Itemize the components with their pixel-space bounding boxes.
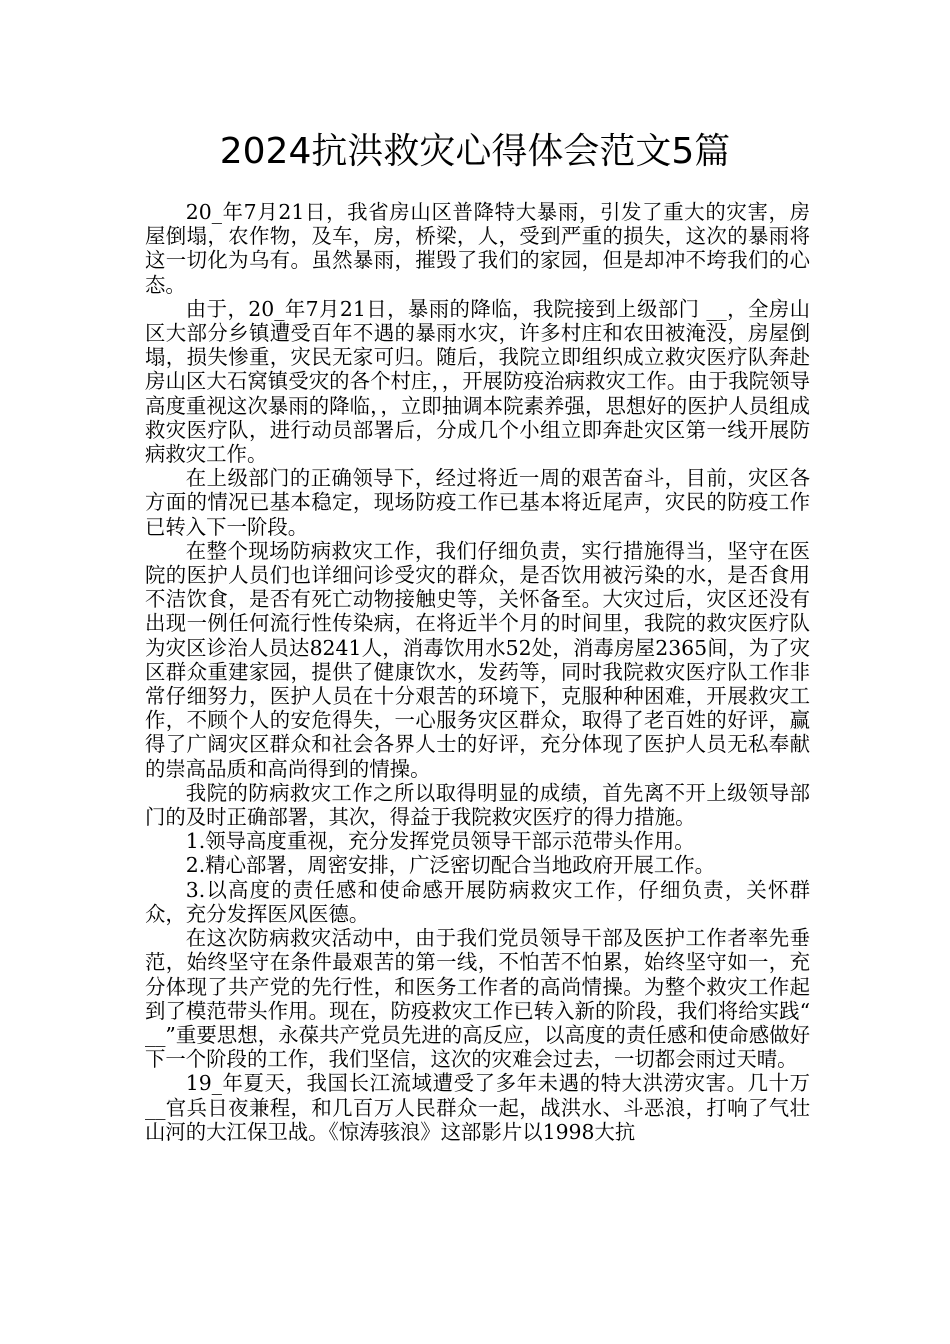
paragraph: 在上级部门的正确领导下，经过将近一周的艰苦奋斗，目前，灾区各方面的情况已基本稳定，现场防疫工作已基本将近尾声，灾民的防疫工作已转入下一阶段。 (145, 466, 810, 539)
paragraph: 19_年夏天，我国长江流域遭受了多年未遇的特大洪涝灾害。几十万 __官兵日夜兼程，和几百万人民群众一起，战洪水、斗恶浪，打响了气壮山河的大江保卫战。《惊涛骇浪》这部影片以1998大抗 (145, 1071, 810, 1144)
paragraph: 在整个现场防病救灾工作，我们仔细负责，实行措施得当，坚守在医院的医护人员们也详细问诊受灾的群众，是否饮用被污染的水，是否食用不洁饮食，是否有死亡动物接触史等，关怀备至。大灾过后，灾区还没有出现一例任何流行性传染病，在将近半个月的时间里，我院的救灾医疗队为灾区诊治人员达8241人，消毒饮用水52处，消毒房屋2365间，为了灾区群众重建家园，提供了健康饮水，发药等，同时我院救灾医疗队工作非常仔细努力，医护人员在十分艰苦的环境下，克服种种困难，开展救灾工作，不顾个人的安危得失，一心服务灾区群众，取得了老百姓的好评，赢得了广阔灾区群众和社会各界人士的好评，充分体现了医护人员无私奉献的崇高品质和高尚得到的情操。 (145, 538, 810, 781)
document-title: 2024抗洪救灾心得体会范文5篇 (219, 131, 731, 172)
document-body (145, 200, 810, 1144)
paragraph: 在这次防病救灾活动中，由于我们党员领导干部及医护工作者率先垂范，始终坚守在条件最艰苦的第一线，不怕苦不怕累，始终坚守如一，充分体现了共产党的先行性，和医务工作者的高尚情操。为整个救灾工作起到了模范带头作用。现在，防疫救灾工作已转入新的阶段，我们将给实践“ __”重要思想，永葆共产党员先进的高反应，以高度的责任感和使命感做好下一个阶段的工作，我们坚信，这次的灾难会过去，一切都会雨过天晴。 (145, 926, 810, 1072)
list-item: 1.领导高度重视，充分发挥党员领导干部示范带头作用。 (185, 829, 695, 854)
paragraph: 我院的防病救灾工作之所以取得明显的成绩，首先离不开上级领导部门的及时正确部署，其次，得益于我院救灾医疗的得力措施。 (145, 780, 810, 830)
paragraph: 由于，20_年7月21日，暴雨的降临，我院接到上级部门 __，全房山区大部分乡镇遭受百年不遇的暴雨水灾，许多村庄和农田被淹没，房屋倒塌，损失惨重，灾民无家可归。随后，我院立即组织成立救灾医疗队奔赴房山区大石窝镇受灾的各个村庄，，开展防疫治病救灾工作。由于我院领导高度重视这次暴雨的降临，，立即抽调本院素养强，思想好的医护人员组成救灾医疗队，进行动员部署后，分成几个小组立即奔赴灾区第一线开展防病救灾工作。 (145, 296, 810, 467)
list-item: 3.以高度的责任感和使命感开展防病救灾工作，仔细负责，关怀群众，充分发挥医风医德。 (145, 877, 810, 926)
list-item: 2.精心部署，周密安排，广泛密切配合当地政府开展工作。 (185, 853, 716, 878)
paragraph: 20_年7月21日，我省房山区普降特大暴雨，引发了重大的灾害，房屋倒塌，农作物，及车，房，桥梁，人，受到严重的损失，这次的暴雨将这一切化为乌有。虽然暴雨，摧毁了我们的家园，但是却冲不垮我们的心态。 (145, 200, 810, 297)
